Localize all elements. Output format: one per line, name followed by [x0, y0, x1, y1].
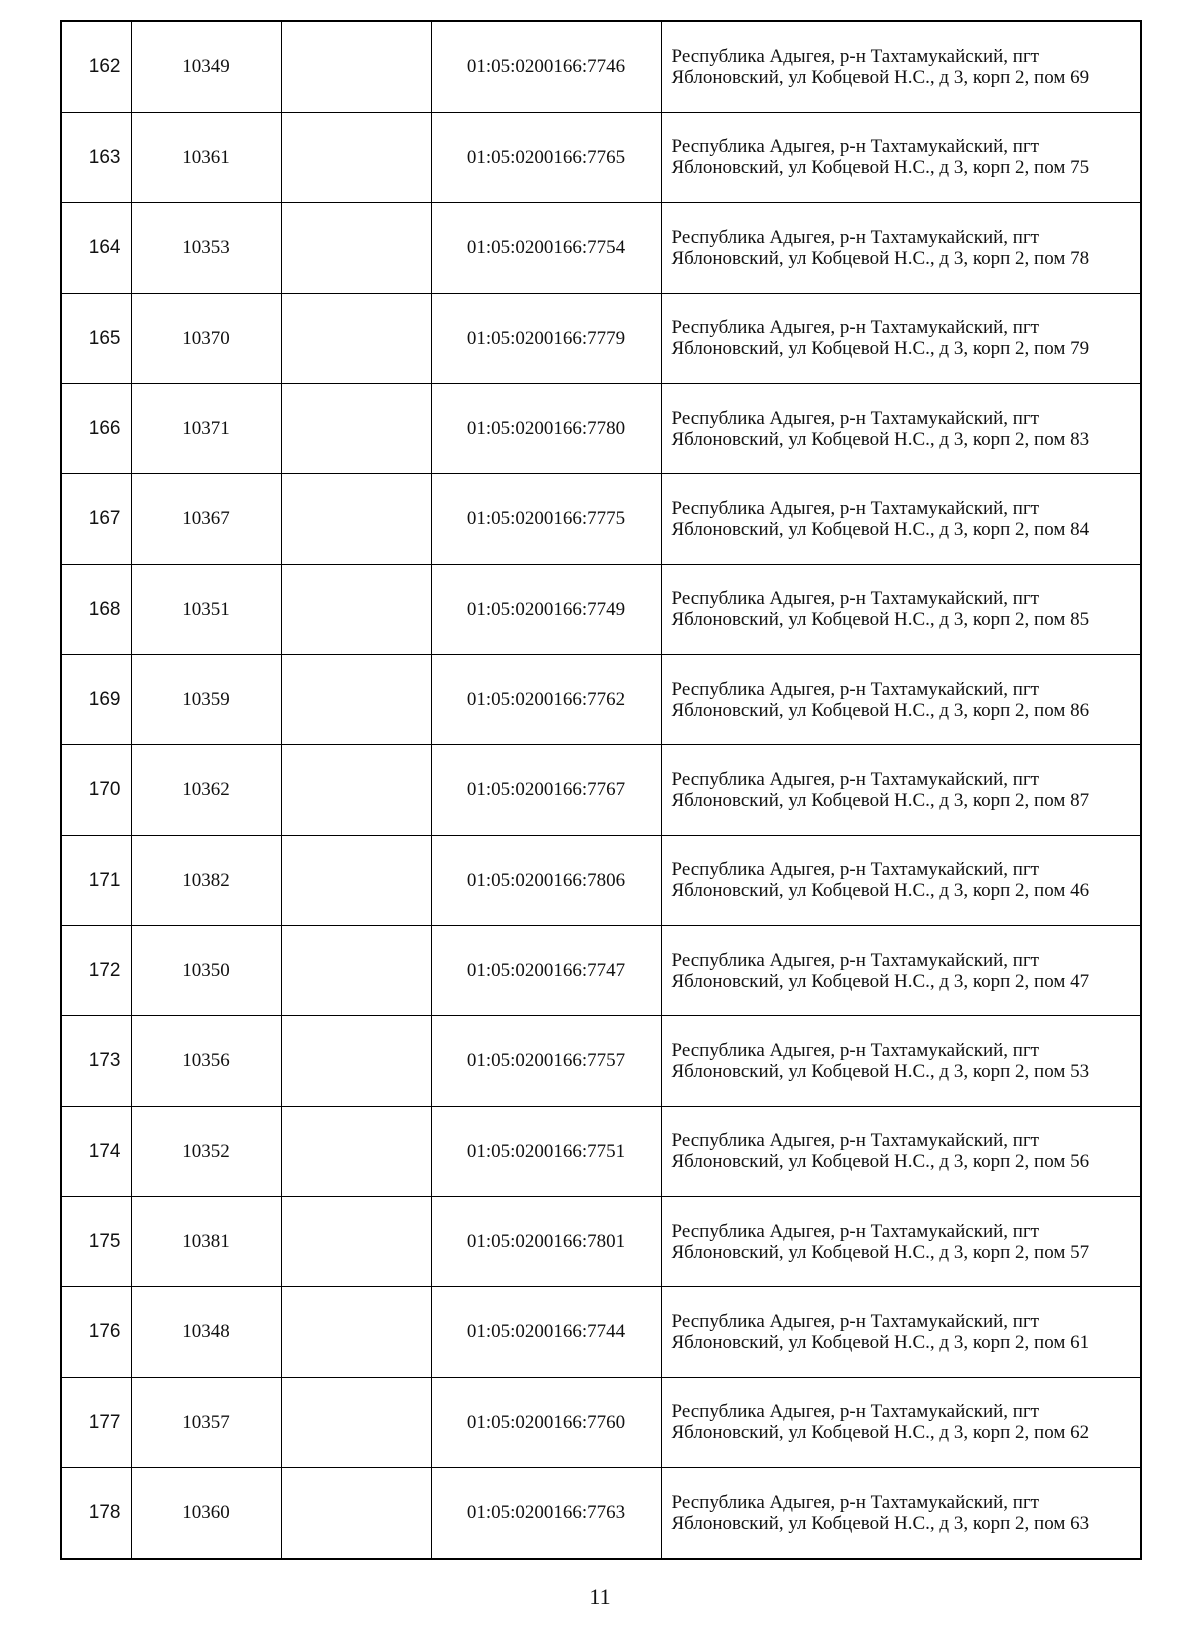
table-row [61, 1106, 1141, 1196]
table-row [61, 1377, 1141, 1467]
cadastral-number: 01:05:0200166:7780 [431, 383, 661, 473]
row-number: 170 [61, 745, 131, 835]
cadastral-number: 01:05:0200166:7751 [431, 1106, 661, 1196]
registry-table-body [61, 21, 1141, 1559]
empty-cell [281, 1467, 431, 1559]
object-code: 10367 [131, 474, 281, 564]
cadastral-number: 01:05:0200166:7749 [431, 564, 661, 654]
property-registry-table [60, 20, 1142, 1560]
document-page [60, 20, 1140, 1631]
row-number: 162 [61, 21, 131, 112]
row-number: 173 [61, 1016, 131, 1106]
address: Республика Адыгея, р-н Тахтамукайский, пгт Яблоновский, ул Кобцевой Н.С., д 3, корп 2, пом 85 [661, 564, 1141, 654]
object-code: 10357 [131, 1377, 281, 1467]
address: Республика Адыгея, р-н Тахтамукайский, пгт Яблоновский, ул Кобцевой Н.С., д 3, корп 2, пом 75 [661, 112, 1141, 202]
address: Республика Адыгея, р-н Тахтамукайский, пгт Яблоновский, ул Кобцевой Н.С., д 3, корп 2, пом 63 [661, 1467, 1141, 1559]
empty-cell [281, 112, 431, 202]
object-code: 10371 [131, 383, 281, 473]
table-row [61, 835, 1141, 925]
empty-cell [281, 1377, 431, 1467]
address: Республика Адыгея, р-н Тахтамукайский, пгт Яблоновский, ул Кобцевой Н.С., д 3, корп 2, пом 69 [661, 21, 1141, 112]
table-row [61, 925, 1141, 1015]
object-code: 10352 [131, 1106, 281, 1196]
cadastral-number: 01:05:0200166:7754 [431, 203, 661, 293]
address: Республика Адыгея, р-н Тахтамукайский, пгт Яблоновский, ул Кобцевой Н.С., д 3, корп 2, пом 57 [661, 1196, 1141, 1286]
row-number: 168 [61, 564, 131, 654]
cadastral-number: 01:05:0200166:7762 [431, 654, 661, 744]
row-number: 176 [61, 1287, 131, 1377]
address: Республика Адыгея, р-н Тахтамукайский, пгт Яблоновский, ул Кобцевой Н.С., д 3, корп 2, пом 79 [661, 293, 1141, 383]
object-code: 10351 [131, 564, 281, 654]
row-number: 178 [61, 1467, 131, 1559]
object-code: 10382 [131, 835, 281, 925]
table-row [61, 293, 1141, 383]
table-row [61, 745, 1141, 835]
row-number: 172 [61, 925, 131, 1015]
object-code: 10360 [131, 1467, 281, 1559]
empty-cell [281, 1196, 431, 1286]
table-row [61, 21, 1141, 112]
cadastral-number: 01:05:0200166:7763 [431, 1467, 661, 1559]
row-number: 165 [61, 293, 131, 383]
empty-cell [281, 1106, 431, 1196]
row-number: 164 [61, 203, 131, 293]
empty-cell [281, 474, 431, 564]
row-number: 167 [61, 474, 131, 564]
address: Республика Адыгея, р-н Тахтамукайский, пгт Яблоновский, ул Кобцевой Н.С., д 3, корп 2, пом 84 [661, 474, 1141, 564]
address: Республика Адыгея, р-н Тахтамукайский, пгт Яблоновский, ул Кобцевой Н.С., д 3, корп 2, пом 78 [661, 203, 1141, 293]
empty-cell [281, 383, 431, 473]
object-code: 10350 [131, 925, 281, 1015]
table-row [61, 1287, 1141, 1377]
cadastral-number: 01:05:0200166:7767 [431, 745, 661, 835]
object-code: 10349 [131, 21, 281, 112]
cadastral-number: 01:05:0200166:7779 [431, 293, 661, 383]
cadastral-number: 01:05:0200166:7744 [431, 1287, 661, 1377]
empty-cell [281, 745, 431, 835]
row-number: 175 [61, 1196, 131, 1286]
table-row [61, 112, 1141, 202]
object-code: 10361 [131, 112, 281, 202]
table-row [61, 1467, 1141, 1559]
empty-cell [281, 203, 431, 293]
address: Республика Адыгея, р-н Тахтамукайский, пгт Яблоновский, ул Кобцевой Н.С., д 3, корп 2, пом 47 [661, 925, 1141, 1015]
object-code: 10356 [131, 1016, 281, 1106]
cadastral-number: 01:05:0200166:7806 [431, 835, 661, 925]
object-code: 10359 [131, 654, 281, 744]
table-row [61, 203, 1141, 293]
address: Республика Адыгея, р-н Тахтамукайский, пгт Яблоновский, ул Кобцевой Н.С., д 3, корп 2, пом 87 [661, 745, 1141, 835]
table-row [61, 564, 1141, 654]
empty-cell [281, 293, 431, 383]
cadastral-number: 01:05:0200166:7746 [431, 21, 661, 112]
empty-cell [281, 564, 431, 654]
address: Республика Адыгея, р-н Тахтамукайский, пгт Яблоновский, ул Кобцевой Н.С., д 3, корп 2, пом 46 [661, 835, 1141, 925]
table-row [61, 1016, 1141, 1106]
object-code: 10362 [131, 745, 281, 835]
cadastral-number: 01:05:0200166:7801 [431, 1196, 661, 1286]
table-row [61, 474, 1141, 564]
cadastral-number: 01:05:0200166:7760 [431, 1377, 661, 1467]
cadastral-number: 01:05:0200166:7775 [431, 474, 661, 564]
empty-cell [281, 21, 431, 112]
object-code: 10353 [131, 203, 281, 293]
address: Республика Адыгея, р-н Тахтамукайский, пгт Яблоновский, ул Кобцевой Н.С., д 3, корп 2, пом 56 [661, 1106, 1141, 1196]
row-number: 163 [61, 112, 131, 202]
address: Республика Адыгея, р-н Тахтамукайский, пгт Яблоновский, ул Кобцевой Н.С., д 3, корп 2, пом 61 [661, 1287, 1141, 1377]
row-number: 169 [61, 654, 131, 744]
object-code: 10370 [131, 293, 281, 383]
row-number: 174 [61, 1106, 131, 1196]
page-number: 11 [589, 1584, 611, 1609]
address: Республика Адыгея, р-н Тахтамукайский, пгт Яблоновский, ул Кобцевой Н.С., д 3, корп 2, пом 53 [661, 1016, 1141, 1106]
address: Республика Адыгея, р-н Тахтамукайский, пгт Яблоновский, ул Кобцевой Н.С., д 3, корп 2, пом 86 [661, 654, 1141, 744]
cadastral-number: 01:05:0200166:7747 [431, 925, 661, 1015]
row-number: 177 [61, 1377, 131, 1467]
empty-cell [281, 1016, 431, 1106]
empty-cell [281, 925, 431, 1015]
table-row [61, 383, 1141, 473]
row-number: 166 [61, 383, 131, 473]
object-code: 10381 [131, 1196, 281, 1286]
table-row [61, 1196, 1141, 1286]
address: Республика Адыгея, р-н Тахтамукайский, пгт Яблоновский, ул Кобцевой Н.С., д 3, корп 2, пом 62 [661, 1377, 1141, 1467]
object-code: 10348 [131, 1287, 281, 1377]
row-number: 171 [61, 835, 131, 925]
cadastral-number: 01:05:0200166:7757 [431, 1016, 661, 1106]
empty-cell [281, 835, 431, 925]
empty-cell [281, 1287, 431, 1377]
cadastral-number: 01:05:0200166:7765 [431, 112, 661, 202]
empty-cell [281, 654, 431, 744]
address: Республика Адыгея, р-н Тахтамукайский, пгт Яблоновский, ул Кобцевой Н.С., д 3, корп 2, пом 83 [661, 383, 1141, 473]
table-row [61, 654, 1141, 744]
